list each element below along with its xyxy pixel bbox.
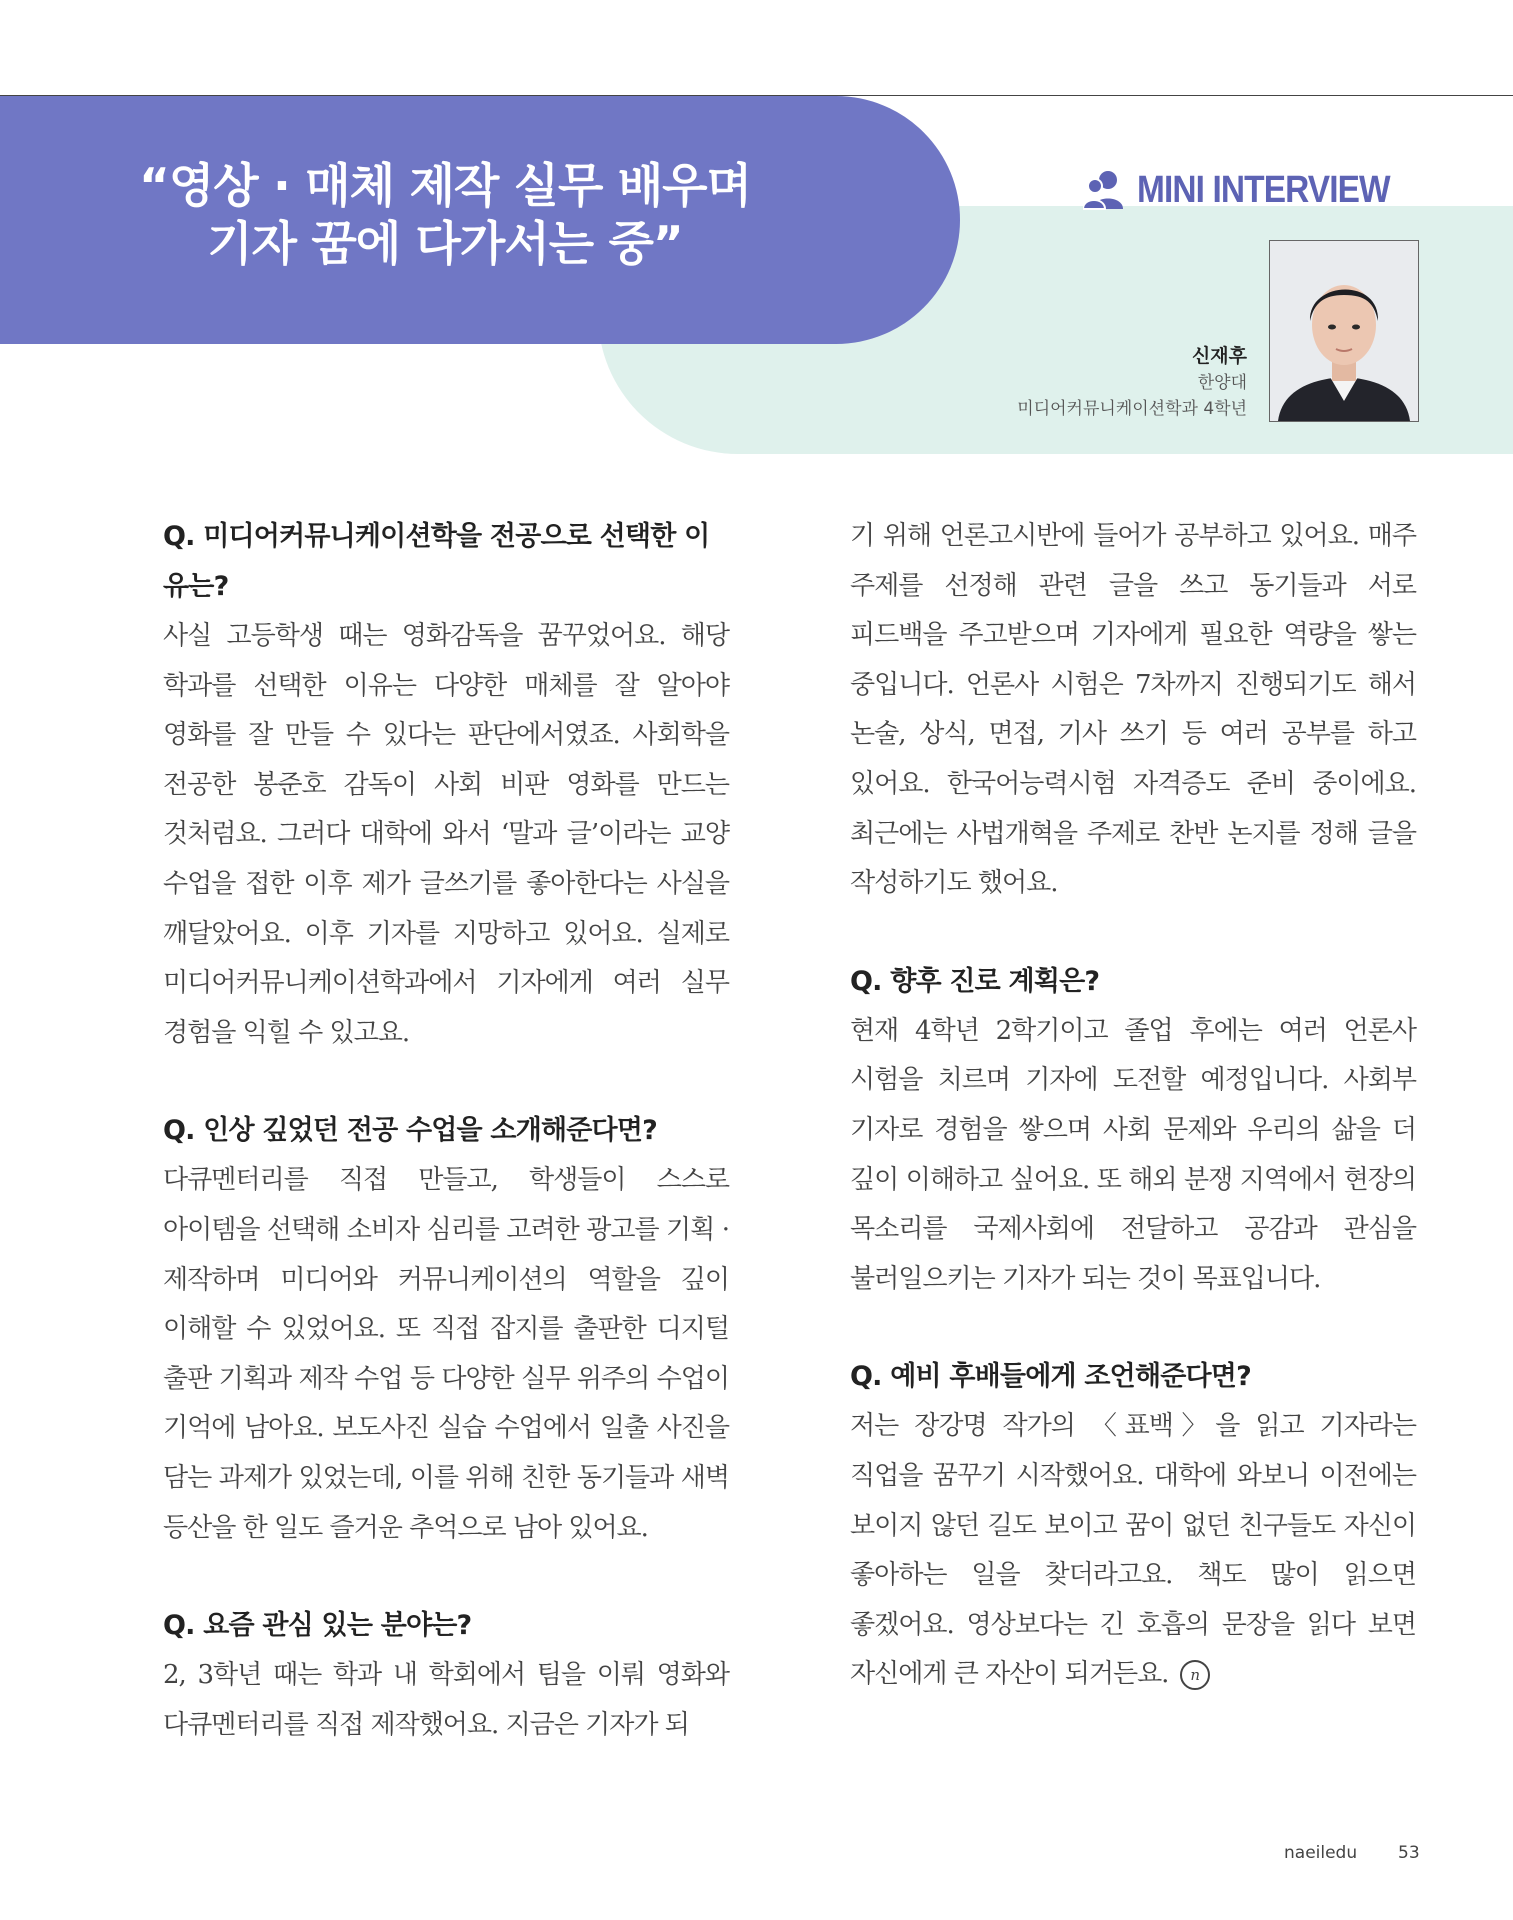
section-label-text: MINI INTERVIEW <box>1137 168 1390 211</box>
question-memorable-class: Q. 인상 깊었던 전공 수업을 소개해준다면? <box>163 1115 657 1147</box>
page-headline <box>0 158 890 274</box>
question-advice: Q. 예비 후배들에게 조언해준다면? <box>850 1361 1251 1393</box>
answer-major-reason: 사실 고등학생 때는 영화감독을 꿈꾸었어요. 해당 학과를 선택한 이유는 다양한 매체를 잘 알아야 영화를 잘 만들 수 있다는 판단에서였죠. 사회학을 전공한 봉준호 감독이 사회 비판 영화를 만드는 것처럼요. 그러다 대학에 와서 ‘말과 글’이라는 교양 수업을 접한 이후 제가 글쓰기를 좋아한다는 사실을 깨달았어요. 이후 기자를 지망하고 있어요. 실제로 미디어커뮤니케이션학과에서 기자에게 여러 실무 경험을 익힐 수 있고요. <box>163 621 729 1048</box>
section-gap <box>850 909 1416 957</box>
interviewee-name: 신재후 <box>1191 345 1247 367</box>
interviewee-department: 미디어커뮤니케이션학과 4학년 <box>1017 399 1247 419</box>
left-column <box>163 512 729 1750</box>
section-label <box>1083 167 1424 213</box>
answer-advice: 저는 장강명 작가의 〈표백〉을 읽고 기자라는 직업을 꿈꾸기 시작했어요. 대학에 와보니 이전에는 보이지 않던 길도 보이고 꿈이 없던 친구들도 자신이 좋아하는 일을 찾더라고요. 책도 많이 읽으면 좋겠어요. 영상보다는 긴 호흡의 문장을 읽다 보면 자신에게 큰 자산이 되거든요. <box>850 1411 1416 1690</box>
section-gap <box>850 1304 1416 1352</box>
footer-brand: naeiledu <box>1284 1843 1358 1863</box>
page-number: 53 <box>1398 1843 1420 1863</box>
answer-memorable-class: 다큐멘터리를 직접 만들고, 학생들이 스스로 아이템을 선택해 소비자 심리를 고려한 광고를 기획 · 제작하며 미디어와 커뮤니케이션의 역할을 깊이 이해할 수 있었어요. 또 직접 잡지를 출판한 디지털 출판 기획과 제작 수업 등 다양한 실무 위주의 수업이 기억에 남아요. 보도사진 실습 수업에서 일출 사진을 담는 과제가 있었는데, 이를 위해 친한 동기들과 새벽 등산을 한 일도 즐거운 추억으로 남아 있어요. <box>163 1165 729 1543</box>
portrait-image <box>1270 241 1418 421</box>
section-gap <box>163 1553 729 1601</box>
section-gap <box>163 1058 729 1106</box>
question-career-plan: Q. 향후 진로 계획은? <box>850 965 1100 997</box>
interview-people-icon <box>1083 169 1127 211</box>
answer-career-plan: 현재 4학년 2학기이고 졸업 후에는 여러 언론사 시험을 치르며 기자에 도전할 예정입니다. 사회부 기자로 경험을 쌓으며 사회 문제와 우리의 삶을 더 깊이 이해하고 싶어요. 또 해외 분쟁 지역에서 현장의 목소리를 국제사회에 전달하고 공감과 관심을 불러일으키는 기자가 되는 것이 목표입니다. <box>850 1015 1416 1294</box>
end-mark-icon: n <box>1180 1660 1210 1690</box>
answer-advice-wrap <box>850 1402 1416 1700</box>
question-major-reason: Q. 미디어커뮤니케이션학을 전공으로 선택한 이유는? <box>163 521 710 602</box>
interviewee-info <box>1017 342 1247 422</box>
question-current-interest: Q. 요즘 관심 있는 분야는? <box>163 1610 472 1642</box>
answer-current-interest-continued: 기 위해 언론고시반에 들어가 공부하고 있어요. 매주 주제를 선정해 관련 글을 쓰고 동기들과 서로 피드백을 주고받으며 기자에게 필요한 역량을 쌓는 중입니다. 언론사 시험은 7차까지 진행되기도 해서 논술, 상식, 면접, 기사 쓰기 등 여러 공부를 하고 있어요. 한국어능력시험 자격증도 준비 중이에요. 최근에는 사법개혁을 주제로 찬반 논지를 정해 글을 작성하기도 했어요. <box>850 521 1416 899</box>
right-column <box>850 512 1416 1700</box>
headline-line-2: 기자 꿈에 다가서는 중” <box>207 217 683 272</box>
interviewee-photo <box>1269 240 1419 422</box>
answer-current-interest-start: 2, 3학년 때는 학과 내 학회에서 팀을 이뤄 영화와 다큐멘터리를 직접 제작했어요. 지금은 기자가 되 <box>163 1660 729 1740</box>
interviewee-school: 한양대 <box>1197 373 1247 393</box>
headline-line-1: “영상 · 매체 제작 실무 배우며 <box>139 159 751 214</box>
